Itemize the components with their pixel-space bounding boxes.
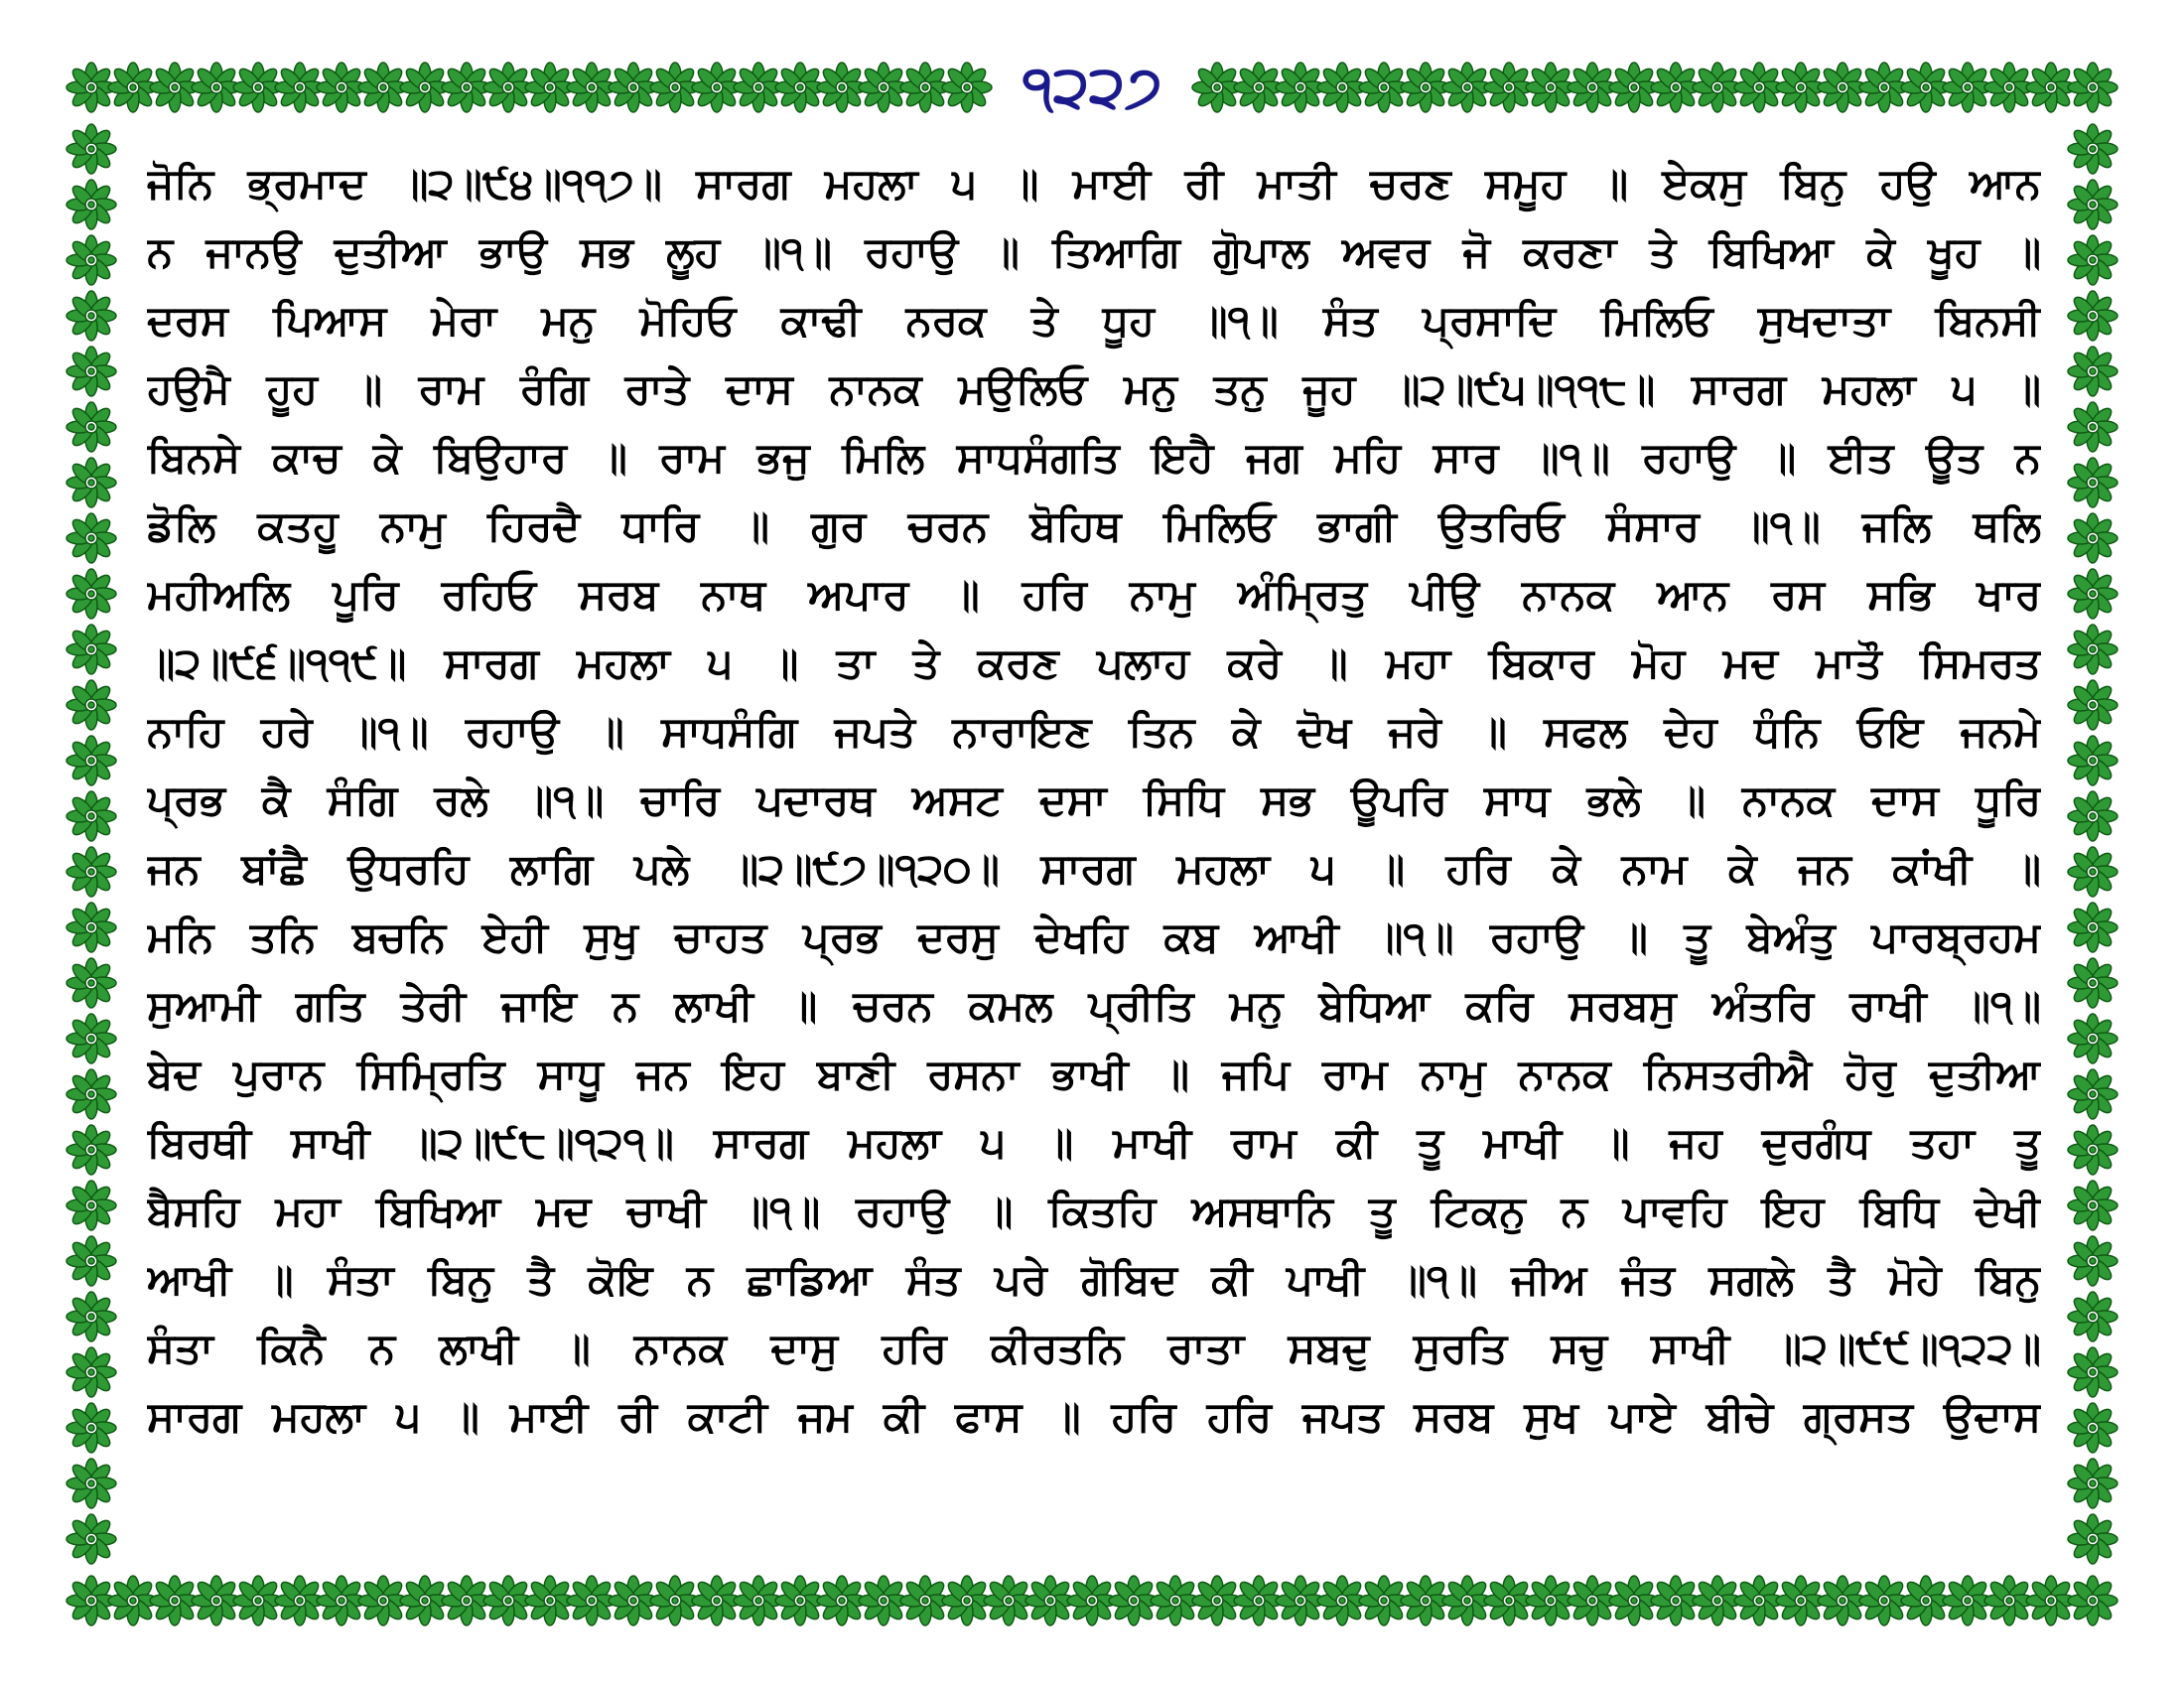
text-line: ਜਨ ਬਾਂਛੈ ਉਧਰਹਿ ਲਾਗਿ ਪਲੇ ॥੨॥੯੭॥੧੨੦॥ ਸਾਰਗ ਮਹਲਾ ੫ ॥ ਹਰਿ ਕੇ ਨਾਮ ਕੇ ਜਨ ਕਾਂਖੀ ॥ [147, 844, 2041, 893]
flower-icon [2068, 958, 2117, 1008]
text-line: ਬੇਦ ਪੁਰਾਨ ਸਿਮ੍ਰਿਤਿ ਸਾਧੂ ਜਨ ਇਹ ਬਾਣੀ ਰਸਨਾ ਭਾਖੀ ॥ ਜਪਿ ਰਾਮ ਨਾਮੁ ਨਾਨਕ ਨਿਸਤਰੀਐ ਹੋਰੁ ਦੁਤੀਆ [147, 1050, 2041, 1098]
gurbani-text [147, 149, 2041, 1529]
flower-icon [67, 847, 116, 897]
text-line: ਮਹੀਅਲਿ ਪੂਰਿ ਰਹਿਓ ਸਰਬ ਨਾਥ ਅਪਾਰ ॥ ਹਰਿ ਨਾਮੁ ਅੰਮ੍ਰਿਤੁ ਪੀਉ ਨਾਨਕ ਆਨ ਰਸ ਸਭਿ ਖਾਰ [147, 570, 2041, 619]
flower-icon [67, 124, 116, 174]
text-line: ਸੁਆਮੀ ਗਤਿ ਤੇਰੀ ਜਾਇ ਨ ਲਾਖੀ ॥ ਚਰਨ ਕਮਲ ਪ੍ਰੀਤਿ ਮਨੁ ਬੇਧਿਆ ਕਰਿ ਸਰਬਸੁ ਅੰਤਰਿ ਰਾਖੀ ॥੧॥ [147, 981, 2041, 1030]
flower-icon [2068, 63, 2117, 112]
flower-icon [67, 569, 116, 619]
flower-icon [2068, 1403, 2117, 1453]
flower-icon [67, 458, 116, 507]
flower-icon [67, 791, 116, 841]
flower-icon [67, 736, 116, 785]
text-line: ਸਾਰਗ ਮਹਲਾ ੫ ॥ ਮਾਈ ਰੀ ਕਾਟੀ ਜਮ ਕੀ ਫਾਸ ॥ ਹਰਿ ਹਰਿ ਜਪਤ ਸਰਬ ਸੁਖ ਪਾਏ ਬੀਚੇ ਗ੍ਰਸਤ ਉਦਾਸ [147, 1392, 2041, 1441]
flower-icon [2068, 1292, 2117, 1341]
text-line: ਨਾਹਿ ਹਰੇ ॥੧॥ ਰਹਾਉ ॥ ਸਾਧਸੰਗਿ ਜਪਤੇ ਨਾਰਾਇਣ ਤਿਨ ਕੇ ਦੋਖ ਜਰੇ ॥ ਸਫਲ ਦੇਹ ਧੰਨਿ ਓਇ ਜਨਮੇ [147, 707, 2041, 756]
flower-icon [2068, 625, 2117, 674]
flower-icon [2068, 1347, 2117, 1397]
flower-icon [67, 1014, 116, 1063]
page-number: ੧੨੨੭ [1013, 52, 1171, 121]
flower-icon [67, 513, 116, 563]
text-line: ਡੋਲਿ ਕਤਹੂ ਨਾਮੁ ਹਿਰਦੈ ਧਾਰਿ ॥ ਗੁਰ ਚਰਨ ਬੋਹਿਥ ਮਿਲਿਓ ਭਾਗੀ ਉਤਰਿਓ ਸੰਸਾਰ ॥੧॥ ਜਲਿ ਥਲਿ [147, 501, 2041, 550]
flower-icon [2068, 1459, 2117, 1508]
flower-icon [2068, 513, 2117, 563]
flower-icon [2068, 1236, 2117, 1286]
text-line: ਦਰਸ ਪਿਆਸ ਮੇਰਾ ਮਨੁ ਮੋਹਿਓ ਕਾਢੀ ਨਰਕ ਤੇ ਧੂਹ ॥੧॥ ਸੰਤ ਪ੍ਰਸਾਦਿ ਮਿਲਿਓ ਸੁਖਦਾਤਾ ਬਿਨਸੀ [147, 296, 2041, 345]
flower-icon [2068, 1125, 2117, 1175]
flower-icon [2068, 347, 2117, 396]
flower-icon [67, 180, 116, 229]
text-line: ਬਿਰਥੀ ਸਾਖੀ ॥੨॥੯੮॥੧੨੧॥ ਸਾਰਗ ਮਹਲਾ ੫ ॥ ਮਾਖੀ ਰਾਮ ਕੀ ਤੂ ਮਾਖੀ ॥ ਜਹ ਦੁਰਗੰਧ ਤਹਾ ਤੂ [147, 1118, 2041, 1167]
flower-icon [67, 1181, 116, 1230]
flower-icon [67, 1514, 116, 1564]
flower-icon [67, 625, 116, 674]
flower-icon [2068, 180, 2117, 229]
flower-icon [2068, 235, 2117, 285]
flower-icon [67, 1403, 116, 1453]
flower-icon [2068, 458, 2117, 507]
flower-icon [2068, 1514, 2117, 1564]
text-line: ਆਖੀ ॥ ਸੰਤਾ ਬਿਨੁ ਤੈ ਕੋਇ ਨ ਛਾਡਿਆ ਸੰਤ ਪਰੇ ਗੋਬਿਦ ਕੀ ਪਾਖੀ ॥੧॥ ਜੀਅ ਜੰਤ ਸਗਲੇ ਤੈ ਮੋਹੇ ਬਿਨੁ [147, 1255, 2041, 1304]
flower-icon [2068, 1181, 2117, 1230]
text-line: ਪ੍ਰਭ ਕੈ ਸੰਗਿ ਰਲੇ ॥੧॥ ਚਾਰਿ ਪਦਾਰਥ ਅਸਟ ਦਸਾ ਸਿਧਿ ਸਭ ਊਪਰਿ ਸਾਧ ਭਲੇ ॥ ਨਾਨਕ ਦਾਸ ਧੂਰਿ [147, 775, 2041, 824]
text-line: ਨ ਜਾਨਉ ਦੁਤੀਆ ਭਾਉ ਸਭ ਲੂਹ ॥੧॥ ਰਹਾਉ ॥ ਤਿਆਗਿ ਗੋੁਪਾਲ ਅਵਰ ਜੋ ਕਰਣਾ ਤੇ ਬਿਖਿਆ ਕੇ ਖੂਹ ॥ [147, 227, 2041, 276]
text-line: ਮਨਿ ਤਨਿ ਬਚਨਿ ਏਹੀ ਸੁਖੁ ਚਾਹਤ ਪ੍ਰਭ ਦਰਸੁ ਦੇਖਹਿ ਕਬ ਆਖੀ ॥੧॥ ਰਹਾਉ ॥ ਤੂ ਬੇਅੰਤੁ ਪਾਰਬ੍ਰਹਮ [147, 913, 2041, 961]
flower-icon [67, 903, 116, 952]
text-line: ਜੋਨਿ ਭ੍ਰਮਾਦ ॥੨॥੯੪॥੧੧੭॥ ਸਾਰਗ ਮਹਲਾ ੫ ॥ ਮਾਈ ਰੀ ਮਾਤੀ ਚਰਣ ਸਮੂਹ ॥ ਏਕਸੁ ਬਿਨੁ ਹਉ ਆਨ [147, 159, 2041, 208]
flower-icon [67, 291, 116, 341]
flower-icon [67, 680, 116, 730]
text-line: ਬਿਨਸੇ ਕਾਚ ਕੇ ਬਿਉਹਾਰ ॥ ਰਾਮ ਭਜੁ ਮਿਲਿ ਸਾਧਸੰਗਤਿ ਇਹੈ ਜਗ ਮਹਿ ਸਾਰ ॥੧॥ ਰਹਾਉ ॥ ਈਤ ਊਤ ਨ [147, 433, 2041, 482]
flower-icon [67, 1459, 116, 1508]
flower-icon [2068, 736, 2117, 785]
flower-icon [67, 1125, 116, 1175]
flower-icon [2068, 124, 2117, 174]
flower-icon [67, 347, 116, 396]
text-line: ਬੈਸਹਿ ਮਹਾ ਬਿਖਿਆ ਮਦ ਚਾਖੀ ॥੧॥ ਰਹਾਉ ॥ ਕਿਤਹਿ ਅਸਥਾਨਿ ਤੂ ਟਿਕਨੁ ਨ ਪਾਵਹਿ ਇਹ ਬਿਧਿ ਦੇਖੀ [147, 1187, 2041, 1235]
flower-icon [2068, 569, 2117, 619]
flower-icon [2068, 847, 2117, 897]
flower-icon [67, 1347, 116, 1397]
flower-icon [2068, 791, 2117, 841]
flower-icon [2068, 1576, 2117, 1625]
flower-icon [2068, 1014, 2117, 1063]
flower-icon [67, 1069, 116, 1119]
flower-icon [2068, 402, 2117, 452]
text-line: ਸੰਤਾ ਕਿਨੈ ਨ ਲਾਖੀ ॥ ਨਾਨਕ ਦਾਸੁ ਹਰਿ ਕੀਰਤਨਿ ਰਾਤਾ ਸਬਦੁ ਸੁਰਤਿ ਸਚੁ ਸਾਖੀ ॥੨॥੯੯॥੧੨੨॥ [147, 1324, 2041, 1372]
flower-icon [67, 1292, 116, 1341]
flower-icon [67, 958, 116, 1008]
text-line: ਹਉਮੈ ਹੂਹ ॥ ਰਾਮ ਰੰਗਿ ਰਾਤੇ ਦਾਸ ਨਾਨਕ ਮਉਲਿਓ ਮਨੁ ਤਨੁ ਜੂਹ ॥੨॥੯੫॥੧੧੮॥ ਸਾਰਗ ਮਹਲਾ ੫ ॥ [147, 364, 2041, 413]
flower-icon [67, 235, 116, 285]
flower-icon [942, 63, 992, 112]
text-line: ॥੨॥੯੬॥੧੧੯॥ ਸਾਰਗ ਮਹਲਾ ੫ ॥ ਤਾ ਤੇ ਕਰਣ ਪਲਾਹ ਕਰੇ ॥ ਮਹਾ ਬਿਕਾਰ ਮੋਹ ਮਦ ਮਾਤੌ ਸਿਮਰਤ [147, 638, 2041, 687]
flower-icon [2068, 680, 2117, 730]
flower-icon [67, 402, 116, 452]
flower-icon [2068, 1069, 2117, 1119]
flower-icon [2068, 291, 2117, 341]
flower-icon [67, 1236, 116, 1286]
flower-icon [2068, 903, 2117, 952]
